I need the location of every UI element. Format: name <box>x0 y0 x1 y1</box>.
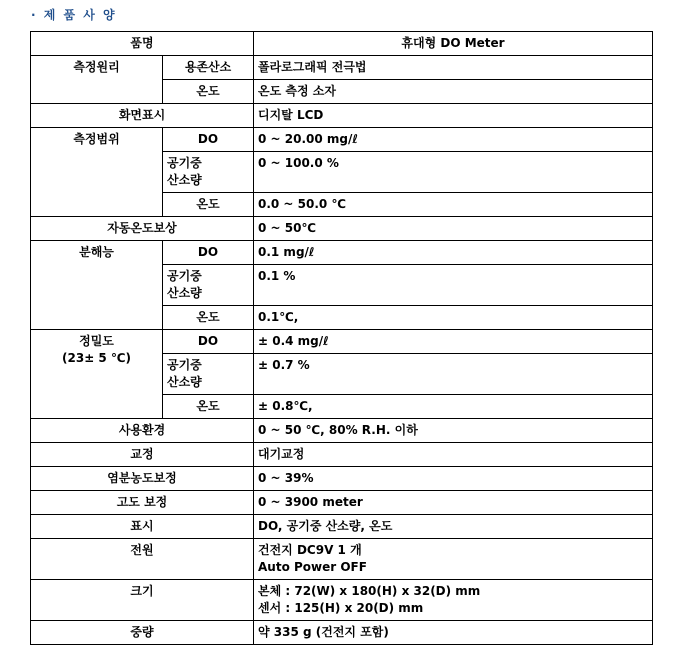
row-label-indication: 표시 <box>31 515 254 539</box>
sub-label <box>163 265 254 306</box>
table-row <box>31 539 653 580</box>
sub-label-line: 공기중 <box>167 156 202 170</box>
accuracy-condition: (23± 5 ℃) <box>62 351 131 365</box>
sub-label: 온도 <box>163 193 254 217</box>
table-row <box>31 515 653 539</box>
sub-label-line: 산소량 <box>167 173 202 187</box>
row-value: ± 0.8℃, <box>254 395 653 419</box>
sub-label-line: 공기중 <box>167 269 202 283</box>
header-row <box>31 32 653 56</box>
row-value: 0.1 % <box>254 265 653 306</box>
row-label-resolution: 분해능 <box>31 241 163 330</box>
table-row <box>31 419 653 443</box>
sub-label-line: 산소량 <box>167 375 202 389</box>
row-value: 0 ~ 50 ℃, 80% R.H. 이하 <box>254 419 653 443</box>
table-row <box>31 330 653 354</box>
row-label-principle: 측정원리 <box>31 56 163 104</box>
row-label-environment: 사용환경 <box>31 419 254 443</box>
accuracy-label: 정밀도 <box>79 334 114 348</box>
table-row <box>31 491 653 515</box>
row-label-power: 전원 <box>31 539 254 580</box>
row-label-salinity: 염분농도보정 <box>31 467 254 491</box>
row-value: 디지탈 LCD <box>254 104 653 128</box>
row-label-altitude: 고도 보정 <box>31 491 254 515</box>
spec-table <box>30 31 653 645</box>
row-value <box>254 580 653 621</box>
value-line: Auto Power OFF <box>258 560 367 574</box>
row-label-size: 크기 <box>31 580 254 621</box>
section-heading: · 제 품 사 양 <box>31 8 117 22</box>
row-value: 0.1 mg/ℓ <box>254 241 653 265</box>
row-value: 온도 측정 소자 <box>254 80 653 104</box>
row-value: 대기교정 <box>254 443 653 467</box>
table-row <box>31 241 653 265</box>
table-row <box>31 443 653 467</box>
row-value: 0.1℃, <box>254 306 653 330</box>
table-row <box>31 56 653 80</box>
sub-label: 온도 <box>163 395 254 419</box>
row-value: 0 ~ 20.00 mg/ℓ <box>254 128 653 152</box>
sub-label-line: 공기중 <box>167 358 202 372</box>
row-value: 0.0 ~ 50.0 ℃ <box>254 193 653 217</box>
sub-label: 온도 <box>163 306 254 330</box>
value-line: 본체 : 72(W) x 180(H) x 32(D) mm <box>258 584 481 598</box>
row-value: ± 0.7 % <box>254 354 653 395</box>
sub-label: 용존산소 <box>163 56 254 80</box>
row-value: 0 ~ 39% <box>254 467 653 491</box>
row-value: 0 ~ 100.0 % <box>254 152 653 193</box>
row-label-range: 측정범위 <box>31 128 163 217</box>
table-row <box>31 621 653 645</box>
header-value: 휴대형 DO Meter <box>254 32 653 56</box>
table-row <box>31 104 653 128</box>
row-value: ± 0.4 mg/ℓ <box>254 330 653 354</box>
sub-label <box>163 354 254 395</box>
row-label-calibration: 교정 <box>31 443 254 467</box>
sub-label-line: 산소량 <box>167 286 202 300</box>
row-value: 폴라로그래픽 전극법 <box>254 56 653 80</box>
sub-label: 온도 <box>163 80 254 104</box>
row-label-weight: 중량 <box>31 621 254 645</box>
row-value: 0 ~ 50℃ <box>254 217 653 241</box>
row-value: 약 335 g (건전지 포함) <box>254 621 653 645</box>
table-row <box>31 128 653 152</box>
header-label: 품명 <box>31 32 254 56</box>
value-line: 건전지 DC9V 1 개 <box>258 543 362 557</box>
table-row <box>31 580 653 621</box>
sub-label: DO <box>163 128 254 152</box>
sub-label: DO <box>163 241 254 265</box>
row-value: DO, 공기중 산소량, 온도 <box>254 515 653 539</box>
sub-label: DO <box>163 330 254 354</box>
table-row <box>31 217 653 241</box>
value-line: 센서 : 125(H) x 20(D) mm <box>258 601 424 615</box>
row-value <box>254 539 653 580</box>
row-value: 0 ~ 3900 meter <box>254 491 653 515</box>
sub-label <box>163 152 254 193</box>
row-label-display: 화면표시 <box>31 104 254 128</box>
row-label-accuracy <box>31 330 163 419</box>
table-row <box>31 467 653 491</box>
row-label-atc: 자동온도보상 <box>31 217 254 241</box>
